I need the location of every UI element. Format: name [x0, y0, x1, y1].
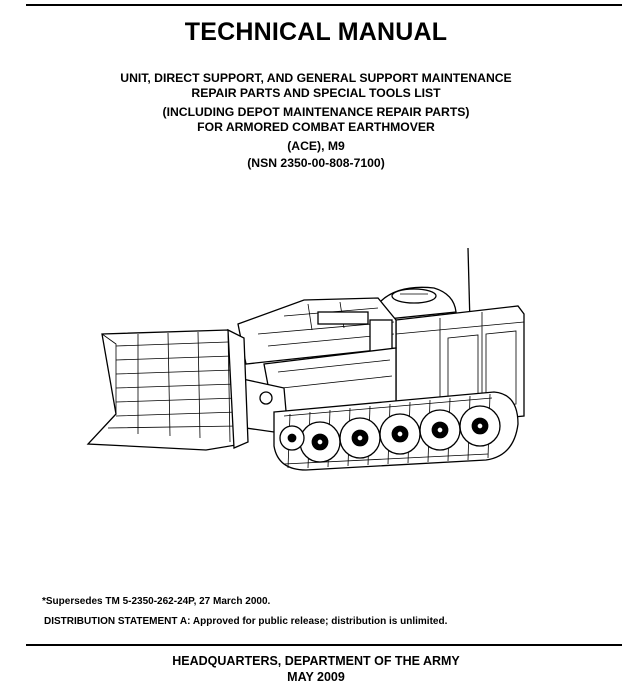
- subtitle-line-4: FOR ARMORED COMBAT EARTHMOVER: [197, 120, 435, 134]
- nsn-line: (NSN 2350-00-808-7100): [247, 156, 385, 170]
- bottom-rule: [26, 644, 622, 646]
- document-title: TECHNICAL MANUAL: [184, 18, 448, 46]
- subtitle-line-3: (INCLUDING DEPOT MAINTENANCE REPAIR PARTS): [162, 105, 470, 119]
- top-rule: [26, 4, 622, 6]
- headquarters-line: HEADQUARTERS, DEPARTMENT OF THE ARMY: [172, 654, 460, 668]
- publication-date: MAY 2009: [287, 670, 345, 684]
- distribution-statement: DISTRIBUTION STATEMENT A: Approved for public release; distribution is unlimited.: [44, 616, 448, 627]
- subtitle-line-2: REPAIR PARTS AND SPECIAL TOOLS LIST: [191, 86, 441, 100]
- subtitle-line-1: UNIT, DIRECT SUPPORT, AND GENERAL SUPPORT MAINTENANCE: [120, 71, 512, 85]
- subtitle-line-5: (ACE), M9: [287, 139, 345, 153]
- armored-combat-earthmover-illustration: [78, 238, 530, 490]
- supersedes-notice: *Supersedes TM 5-2350-262-24P, 27 March 2000.: [42, 596, 271, 607]
